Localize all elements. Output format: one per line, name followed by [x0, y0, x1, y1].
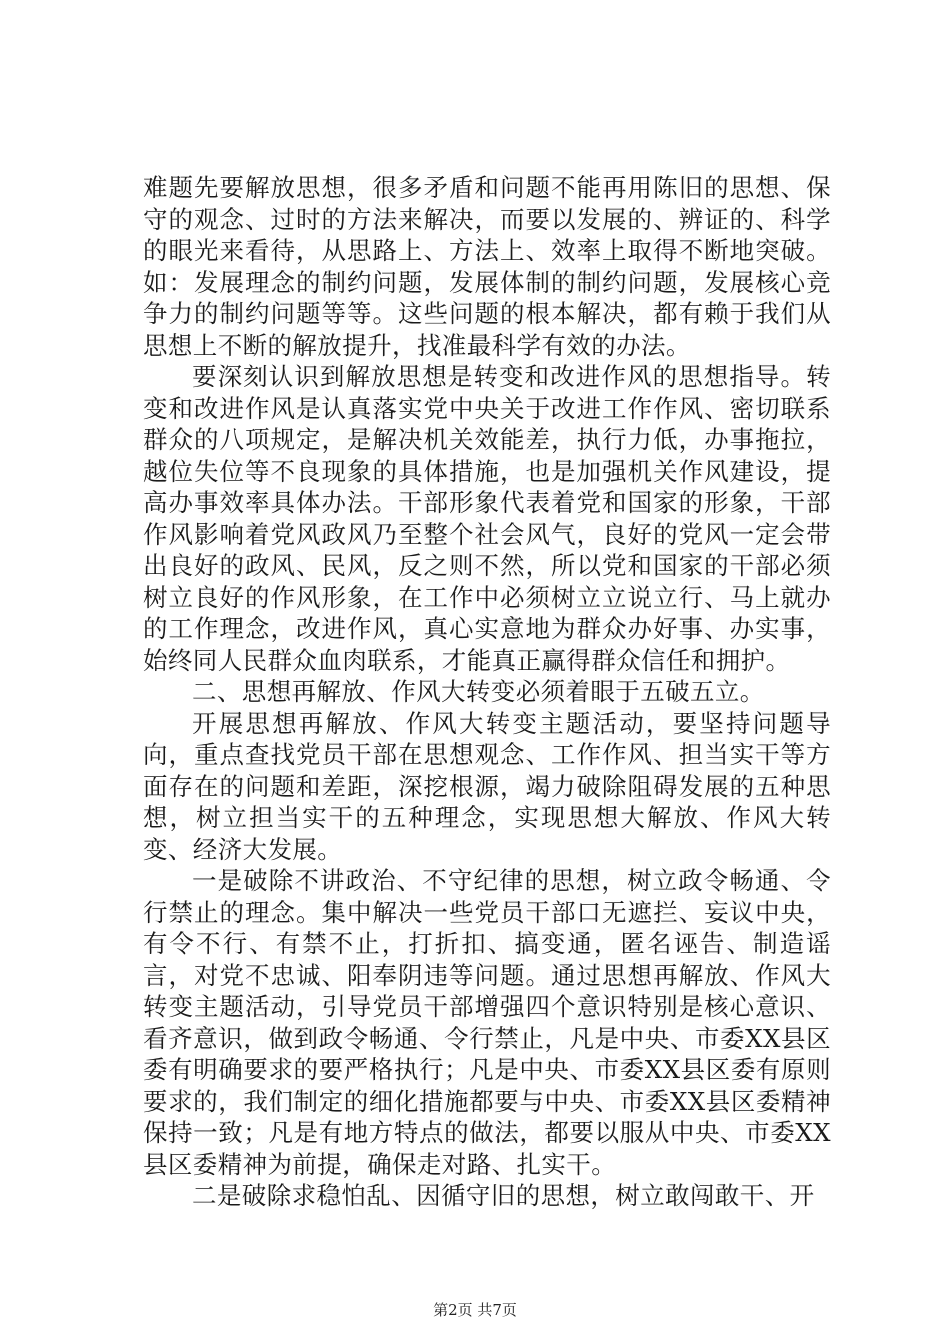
paragraph-3: 开展思想再解放、作风大转变主题活动，要坚持问题导向，重点查找党员干部在思想观念、工作作风、担当实干等方面存在的问题和差距，深挖根源，竭力破除阻碍发展的五种思想，树立担当实干的五种理念，实现思想大解放、作风大转变、经济大发展。 [143, 708, 831, 864]
paragraph-1: 难题先要解放思想，很多矛盾和问题不能再用陈旧的思想、保守的观念、过时的方法来解决，而要以发展的、辨证的、科学的眼光来看待，从思路上、方法上、效率上取得不断地突破。如：发展理念的制约问题，发展体制的制约问题，发展核心竞争力的制约问题等等。这些问题的根本解决，都有赖于我们从思想上不断的解放提升，找准最科学有效的办法。 [143, 173, 831, 360]
section-heading-2: 二、思想再解放、作风大转变必须着眼于五破五立。 [192, 677, 765, 706]
page-number-footer: 第2页 共7页 [433, 1301, 517, 1319]
paragraph-4: 一是破除不讲政治、不守纪律的思想，树立政令畅通、令行禁止的理念。集中解决一些党员干部口无遮拦、妄议中央，有令不行、有禁不止，打折扣、搞变通，匿名诬告、制造谣言，对党不忠诚、阳奉阴违等问题。通过思想再解放、作风大转变主题活动，引导党员干部增强四个意识特别是核心意识、看齐意识，做到政令畅通、令行禁止，凡是中央、市委XX县区委有明确要求的要严格执行；凡是中央、市委XX县区委有原则要求的，我们制定的细化措施都要与中央、市委XX县区委精神保持一致；凡是有地方特点的做法，都要以服从中央、市委XX县区委精神为前提，确保走对路、扎实干。 [143, 866, 831, 1179]
document-body [143, 172, 831, 1212]
paragraph-2: 要深刻认识到解放思想是转变和改进作风的思想指导。转变和改进作风是认真落实党中央关于改进工作作风、密切联系群众的八项规定，是解决机关效能差，执行力低，办事拖拉，越位失位等不良现象的具体措施，也是加强机关作风建设，提高办事效率具体办法。干部形象代表着党和国家的形象，干部作风影响着党风政风乃至整个社会风气，良好的党风一定会带出良好的政风、民风，反之则不然，所以党和国家的干部必须树立良好的作风形象，在工作中必须树立立说立行、马上就办的工作理念，改进作风，真心实意地为群众办好事、办实事，始终同人民群众血肉联系，才能真正赢得群众信任和拥护。 [143, 362, 831, 675]
paragraph-5: 二是破除求稳怕乱、因循守旧的思想，树立敢闯敢干、开 [192, 1181, 815, 1210]
